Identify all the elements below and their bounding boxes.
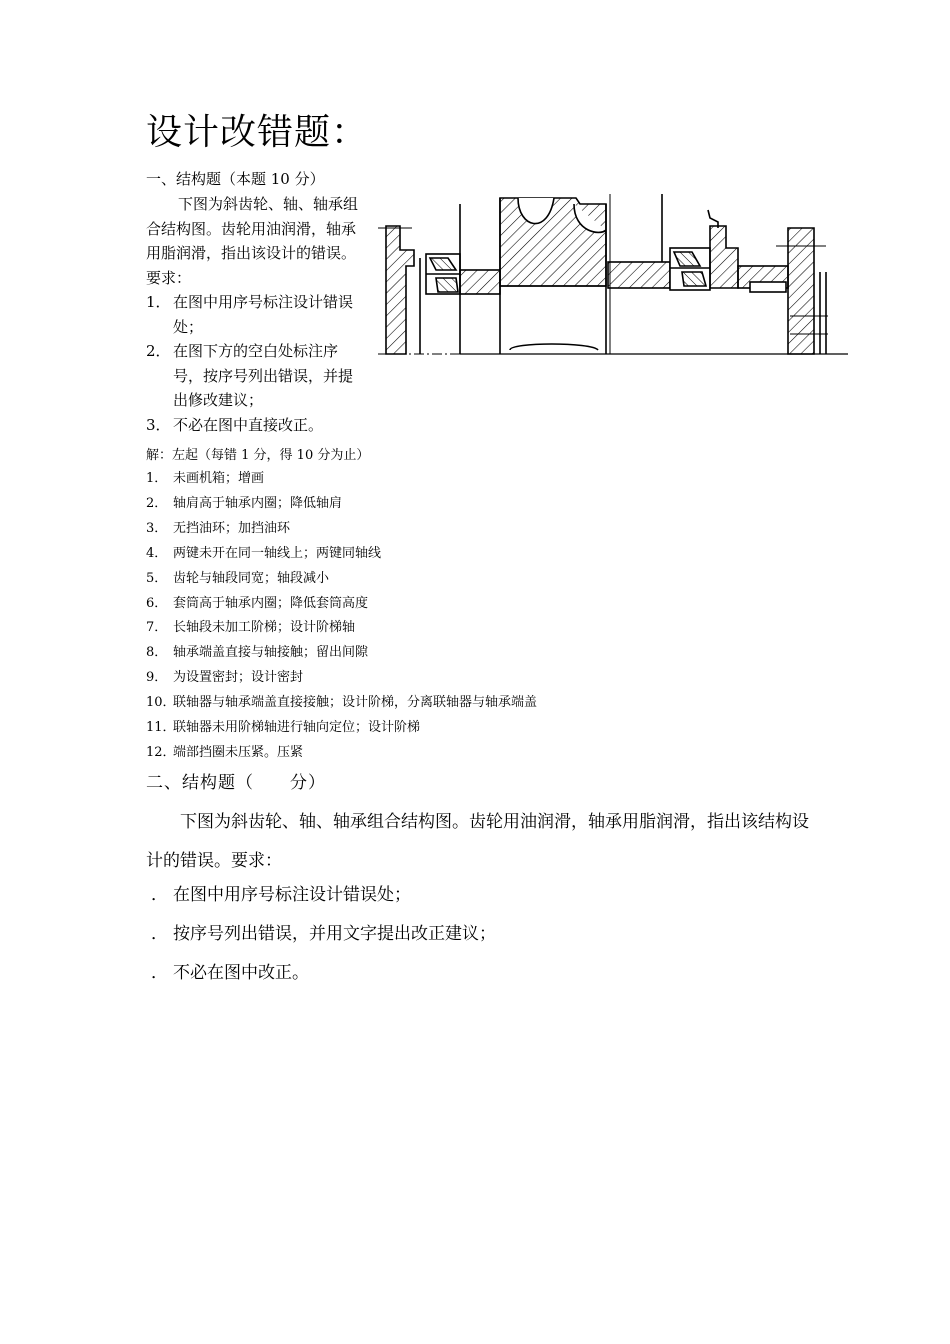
- section1-requirements: [146, 290, 366, 437]
- list-item: [146, 290, 366, 339]
- list-item: [146, 413, 366, 438]
- list-item-number: 11．: [146, 720, 176, 736]
- section2-paragraph: [146, 803, 816, 881]
- list-item-bullet: ．: [151, 963, 168, 983]
- list-item: [146, 492, 537, 517]
- list-item: [146, 517, 537, 542]
- list-item-number: 12．: [146, 744, 176, 760]
- solution-heading: 解：左起（每错 1 分，得 10 分为止）: [146, 448, 370, 463]
- list-item-text: 两键未开在同一轴线上；两键同轴线: [173, 545, 382, 561]
- list-item-text: 联轴器与轴承端盖直接接触；设计阶梯，分离联轴器与轴承端盖: [173, 695, 538, 711]
- list-item: [146, 915, 496, 954]
- list-item-number: 6．: [146, 595, 168, 611]
- list-item-bullet: ．: [151, 885, 168, 905]
- list-item-number: 3．: [146, 415, 171, 434]
- list-item: [146, 592, 537, 617]
- list-item: [146, 666, 537, 691]
- list-item-number: 2．: [146, 495, 168, 511]
- section2-requirements: [146, 876, 496, 993]
- gear: [500, 198, 606, 286]
- section1-paragraph-text: 下图为斜齿轮、轴、轴承组合结构图。齿轮用油润滑，轴承用脂润滑，指出该设计的错误。要求：: [146, 195, 359, 287]
- list-item: [146, 954, 496, 993]
- list-item-number: 7．: [146, 620, 168, 636]
- list-item: [146, 542, 537, 567]
- list-item-text: 不必在图中直接改正。: [173, 415, 324, 434]
- list-item-text: 按序号列出错误，并用文字提出改正建议；: [173, 924, 496, 944]
- list-item-text: 在图下方的空白处标注序号，按序号列出错误，并提出修改建议；: [173, 342, 354, 409]
- list-item-number: 9．: [146, 670, 168, 686]
- list-item-text: 端部挡圈未压紧。压紧: [173, 744, 304, 760]
- list-item: [146, 616, 537, 641]
- section2-paragraph-text: 下图为斜齿轮、轴、轴承组合结构图。齿轮用油润滑，轴承用脂润滑，指出该结构设计的错误。要求：: [146, 812, 809, 871]
- gear-shaft-bearing-drawing: [378, 188, 848, 363]
- list-item: [146, 339, 366, 413]
- list-item-bullet: ．: [151, 924, 168, 944]
- list-item: [146, 567, 537, 592]
- list-item: [146, 467, 537, 492]
- list-item-number: 10．: [146, 695, 176, 711]
- list-item-number: 3．: [146, 520, 168, 536]
- list-item-number: 2．: [146, 342, 171, 360]
- right-bearing-cover: [710, 226, 738, 288]
- list-item-number: 8．: [146, 645, 168, 661]
- left-bearing-cover: [386, 226, 414, 354]
- list-item-number: 4．: [146, 545, 168, 561]
- list-item-number: 1．: [146, 471, 168, 486]
- list-item-text: 联轴器未用阶梯轴进行轴向定位；设计阶梯: [173, 720, 421, 736]
- list-item-text: 齿轮与轴段同宽；轴段减小: [173, 570, 330, 586]
- answer-list: [146, 467, 537, 766]
- list-item-text: 套筒高于轴承内圈；降低套筒高度: [173, 595, 369, 611]
- list-item-text: 长轴段未加工阶梯；设计阶梯轴: [173, 620, 356, 636]
- list-item-text: 未画机箱；增画: [173, 471, 265, 486]
- list-item: [146, 876, 496, 915]
- list-item-text: 轴承端盖直接与轴接触；留出间隙: [173, 645, 369, 661]
- section2-heading: 二、结构题（ 分）: [146, 773, 326, 793]
- list-item-text: 在图中用序号标注设计错误处；: [173, 293, 354, 336]
- list-item: [146, 691, 537, 716]
- list-item: [146, 741, 537, 766]
- list-item-text: 不必在图中改正。: [173, 963, 309, 983]
- list-item-text: 无挡油环；加挡油环: [173, 520, 291, 536]
- list-item: [146, 641, 537, 666]
- list-item-text: 在图中用序号标注设计错误处；: [173, 885, 411, 905]
- list-item-number: 5．: [146, 570, 168, 586]
- list-item-number: 1．: [146, 293, 171, 311]
- page-title: 设计改错题：: [146, 112, 369, 153]
- section1-heading: 一、结构题（本题 10 分）: [146, 170, 325, 188]
- list-item: [146, 716, 537, 741]
- section1-paragraph: [146, 192, 366, 290]
- list-item-text: 轴肩高于轴承内圈；降低轴肩: [173, 495, 343, 511]
- coupling: [788, 228, 814, 354]
- list-item-text: 为设置密封；设计密封: [173, 670, 304, 686]
